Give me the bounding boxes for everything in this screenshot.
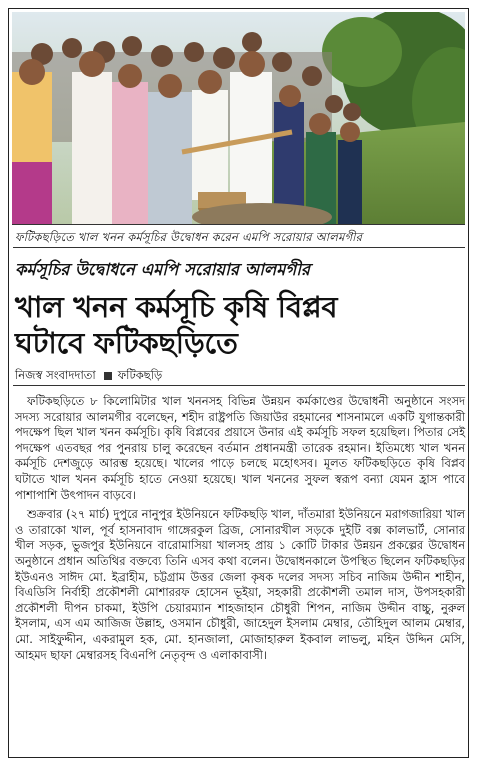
byline — [15, 367, 162, 386]
square-bullet-icon — [104, 372, 112, 380]
kicker: কর্মসূচির উদ্বোধনে এমপি সরোয়ার আলমগীর — [15, 260, 311, 279]
dateline-location: ফটিকছড়ি — [117, 368, 163, 382]
photo-caption: ফটিকছড়িতে খাল খনন কর্মসূচির উদ্বোধন করেন এমপি সরোয়ার আলমগীর — [15, 230, 363, 244]
divider — [13, 385, 465, 386]
headline-line-1: খাল খনন কর্মসূচি কৃষি বিপ্লব — [15, 290, 338, 324]
news-photo — [12, 12, 465, 225]
headline — [15, 289, 465, 361]
paragraph: শুক্রবার (২৭ মার্চ) দুপুরে নানুপুর ইউনিয়নে ফটিকছড়ি খাল, দাঁতমারা ইউনিয়নে মরাগজারিয়া খাল ও তারাকো খাল, পূর্ব হাসনাবাদ গাঙ্গেরকুল ব্রিজ, সোনারখীল সড়কে দুইটি বক্স কালভার্ট, সোনার খীল সড়ক, ভুজপুর ইউনিয়নে বারোমাসিয়া খালসহ প্রায় ১ কোটি টাকার উন্নয়ন প্রকল্পের উদ্বোধন অনুষ্ঠানে প্রধান অতিথির বক্তব্যে তিনি এসব কথা বলেন। উদ্বোধনকালে উপস্থিত ছিলেন ফটিকছড়ির ইউএনও সাঈদ মো. ইব্রাহীম, চট্টগ্রাম উত্তর জেলা কৃষক দলের সদস্য সচিব নাজিম উদ্দীন শাহীন, বিএডিসি নির্বাহী প্রকৌশলী মোশাররফ হোসেন ভূইয়া, সহকারী প্রকৌশলী তমাল দাস, উপসহকারী প্রকৌশলী দীপন চাকমা, ইউপি চেয়ারম্যান শাহজাহান চৌধুরী শিপন, নাজিম উদ্দীন বাচ্চু, নুরুল ইসলাম, এস এম আজিজ উল্লাহ, ওসমান চৌধুরী, জাহেদুল ইসলাম মেম্বার, তৌহিদুল আলম মেম্বার, মো. সাইফুদ্দীন, একরামুল হক, মো. হানজালা, মোজাহারুল ইকবাল লাভলু, মহিন উদ্দিন মেসি, আহমদ ছাফা মেম্বারসহ বিএনপি নেতৃবৃন্দ ও এলাকাবাসী। — [15, 507, 465, 662]
paragraph: ফটিকছড়িতে ৮ কিলোমিটার খাল খননসহ বিভিন্ন উন্নয়ন কর্মকাণ্ডের উদ্বোধনী অনুষ্ঠানে সংসদ সদস্য সরোয়ার আলমগীর বলেছেন, শহীদ রাষ্ট্রপতি জিয়াউর রহমানের শাসনামলে একটি যুগান্তকারী পদক্ষেপ ছিল খাল খনন কর্মসূচি। কৃষি বিপ্লবের প্রয়াসে উনার এই কর্মসূচি সফল হয়েছিল। পিতার সেই পদক্ষেপ এতবছর পর পুনরায় চালু করেছেন বর্তমান প্রধানমন্ত্রী তারেক রহমান। ইতিমধ্যে খাল খনন কর্মসূচি দেশজুড়ে আরম্ভ হয়েছে। খালের পাড়ে চলছে মহোৎসব। মূলত ফটিকছড়িতে কৃষি বিপ্লব ঘটাতে খাল খনন কর্মসূচি হাতে নেওয়া হয়েছে। খাল খননের সুফল স্বরূপ বন্যা যেমন হ্রাস পাবে পাশাপাশি উৎপাদন বাড়বে। — [15, 394, 465, 502]
headline-line-2: ঘটাবে ফটিকছড়িতে — [15, 326, 238, 360]
photo-illustration — [12, 12, 465, 224]
article-body — [15, 394, 465, 667]
news-clipping — [8, 8, 469, 758]
reporter: নিজস্ব সংবাদদাতা — [15, 368, 96, 382]
divider — [13, 247, 465, 248]
